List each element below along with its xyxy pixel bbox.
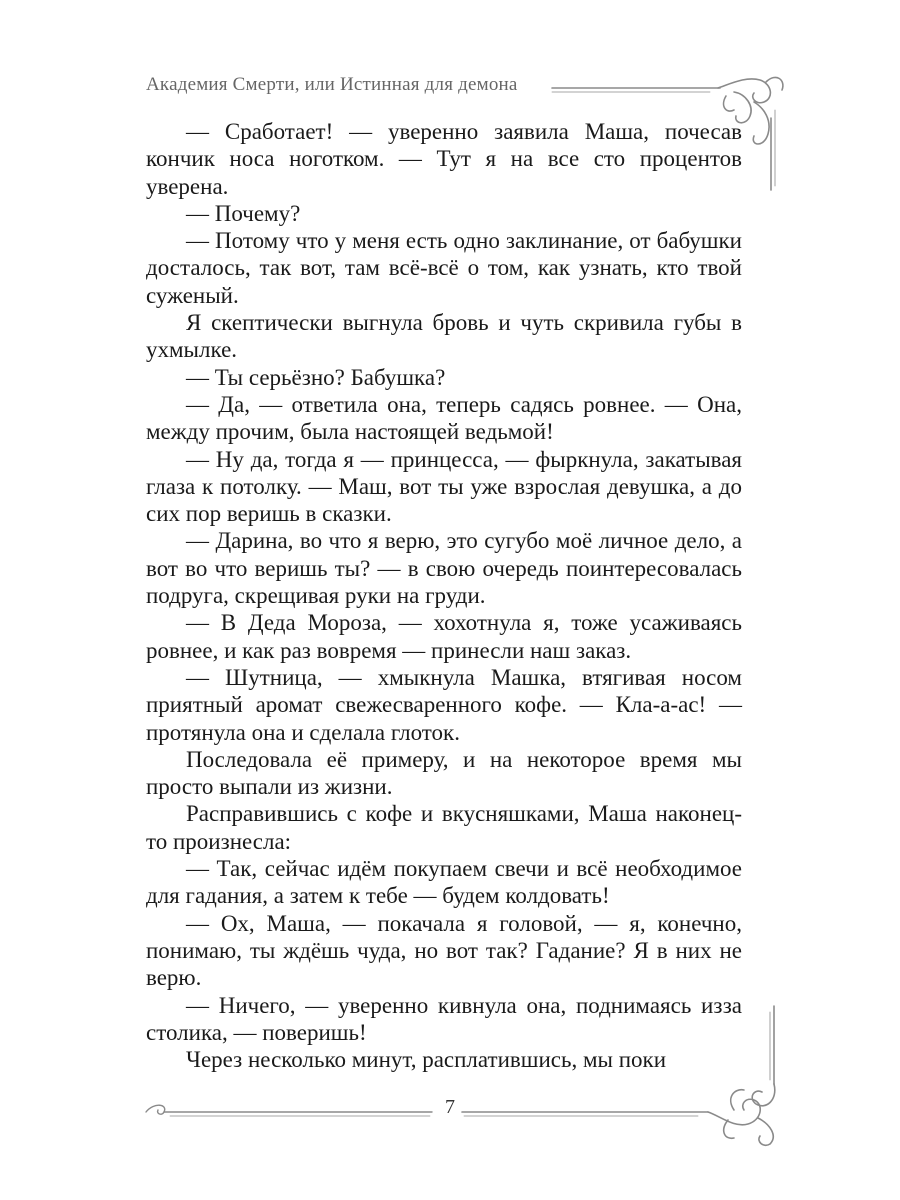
running-header-title: Академия Смерти, или Истинная для демона xyxy=(146,74,518,95)
paragraph: — Шутница, — хмыкнула Машка, втягивая носом приятный аромат свежесваренного кофе. — Кла-а-ас! — протянула она и сделала глоток. xyxy=(146,664,742,745)
paragraph: Через несколько минут, расплатившись, мы поки xyxy=(186,1047,667,1073)
page-number: 7 xyxy=(445,1096,455,1118)
paragraph: Я скептически выгнула бровь и чуть скривила губы в ухмылке. xyxy=(146,310,742,363)
paragraph: — Да, — ответила она, теперь садясь ровнее. — Она, между прочим, была настоящей ведьмой! xyxy=(146,391,742,445)
paragraph: — Дарина, во что я верю, это сугубо моё личное дело, а вот во что веришь ты? — в свою очередь поинтересовалась подруга, скрещивая руки на груди. xyxy=(146,528,742,609)
paragraph: Последовала её примеру, и на некоторое время мы просто выпали из жизни. xyxy=(146,746,742,800)
paragraph: — Сработает! — уверенно заявила Маша, почесав кончик носа ноготком. — Тут я на все сто процентов уверена. xyxy=(146,119,742,199)
paragraph: — Ну да, тогда я — принцесса, — фыркнула, закатывая глаза к потолку. — Маш, вот ты уже взрослая девушка, а до сих пор веришь в сказки. xyxy=(146,446,742,527)
body-text-block xyxy=(146,118,742,1073)
bottom-right-flourish-icon xyxy=(458,1000,788,1150)
paragraph: — Почему? xyxy=(186,200,301,226)
paragraph: — Потому что у меня есть одно заклинание, от бабушки досталось, так вот, там всё-всё о том, как узнать, кто твой суженый. xyxy=(146,228,742,308)
paragraph: — Ты серьёзно? Бабушка? xyxy=(186,364,446,390)
paragraph: Расправившись с кофе и вкусняшками, Маша наконец-то произнесла: xyxy=(146,801,742,854)
paragraph: — В Деда Мороза, — хохотнула я, тоже усаживаясь ровнее, и как раз вовремя — принесли наш заказ. xyxy=(146,610,742,663)
paragraph: — Ничего, — уверенно кивнула она, поднимаясь изза столика, — поверишь! xyxy=(146,992,742,1045)
paragraph: — Ох, Маша, — покачала я головой, — я, конечно, понимаю, ты ждёшь чуда, но вот так? Гадание? Я в них не верю. xyxy=(146,910,742,991)
paragraph: — Так, сейчас идём покупаем свечи и всё необходимое для гадания, а затем к тебе — будем колдовать! xyxy=(146,856,742,909)
